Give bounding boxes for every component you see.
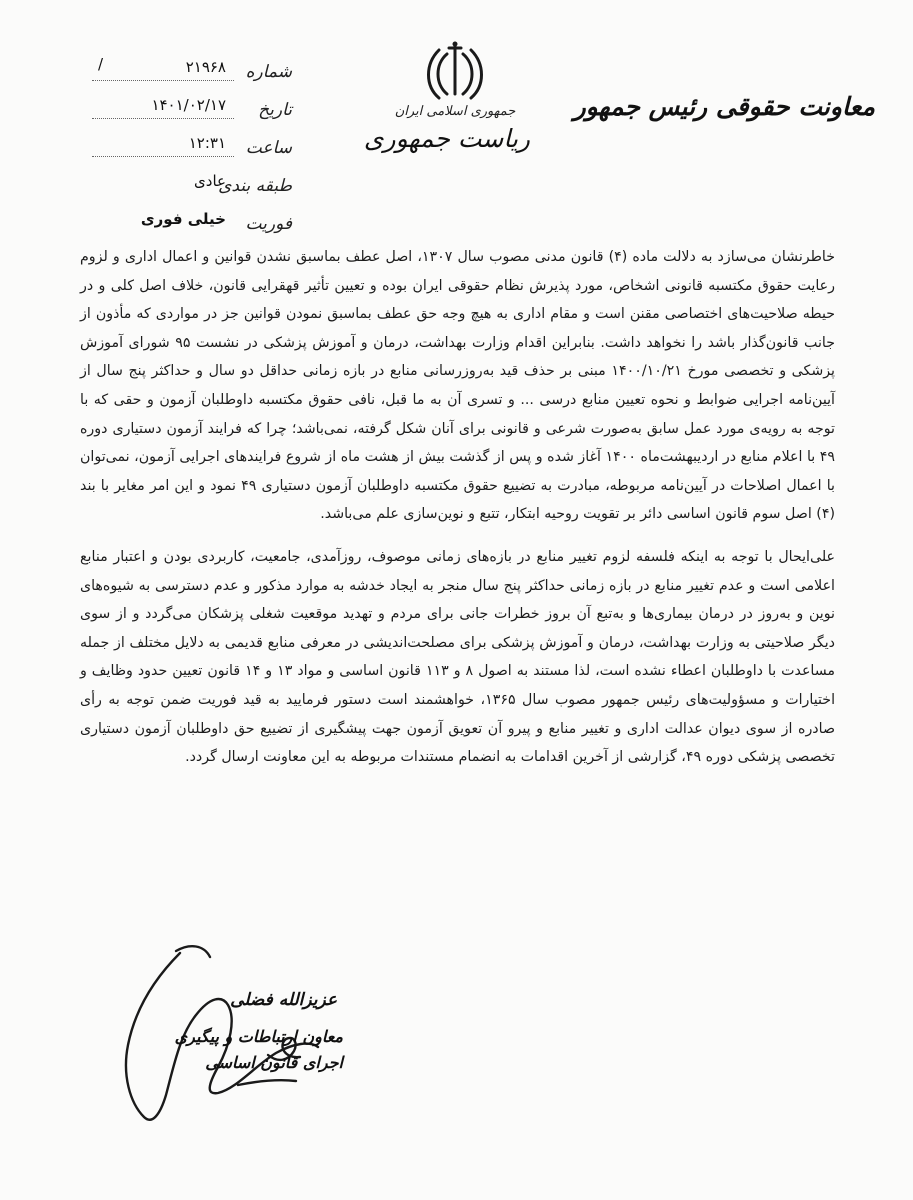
number-dotted-line — [92, 80, 234, 81]
date-dotted-line — [92, 118, 234, 119]
signer-block — [153, 990, 343, 1076]
number-label: شماره — [245, 62, 292, 82]
number-slash: / — [98, 55, 104, 73]
meta-urgency-row — [92, 204, 292, 242]
time-dotted-line — [92, 156, 234, 157]
signer-title-line-2: اجرای قانون اساسی — [205, 1053, 343, 1072]
time-label: ساعت — [245, 138, 292, 158]
letter-body — [80, 243, 835, 772]
signer-name: عزیزالله فضلی — [230, 990, 337, 1010]
signer-title-line-1: معاون ارتباطات و پیگیری — [174, 1027, 343, 1046]
letter-meta — [92, 52, 292, 242]
office-title: معاونت حقوقی رئیس جمهور — [573, 92, 875, 121]
iran-emblem-icon — [425, 40, 485, 102]
date-label: تاریخ — [258, 100, 292, 120]
meta-number-row — [92, 52, 292, 90]
time-value: ۱۲:۳۱ — [188, 134, 226, 152]
meta-date-row — [92, 90, 292, 128]
urgency-value: خیلی فوری — [140, 210, 226, 228]
number-value: ۲۱۹۶۸ — [185, 58, 226, 76]
meta-classification-row — [92, 166, 292, 204]
date-value: ۱۴۰۱/۰۲/۱۷ — [151, 96, 226, 114]
republic-caption: جمهوری اسلامی ایران — [394, 104, 516, 119]
classification-value: عادی — [194, 172, 226, 190]
body-paragraph-1: خاطرنشان می‌سازد به دلالت ماده (۴) قانون مدنی مصوب سال ۱۳۰۷، اصل عطف بماسبق نشدن قوانین و اعمال اداری و لزوم رعایت حقوق مکتسبه قانونی اشخاص، مورد پذیرش نظام حقوقی ایران بوده و تعیین تأثیر قهقرایی قانون، خلاف اصل کلی و در حیطه صلاحیت‌های اختصاصی مقنن است و مقام اداری به هیچ وجه حق عطف بماسبق نمودن قوانین جز در مواردی که مأذون از جانب قانون‌گذار باشد را نخواهد داشت. بنابراین اقدام وزارت بهداشت، درمان و آموزش پزشکی در نشست ۹۵ شورای آموزش پزشکی و تخصصی مورخ ۱۴۰۰/۱۰/۲۱ مبنی بر حذف قید به‌روزرسانی منابع در بازه زمانی حداقل دو سال و حداکثر پنج سال از آیین‌نامه اجرایی ضوابط و نحوه تعیین منابع درسی ... و تسری آن به ما قبل، نافی حقوق مکتسبه داوطلبان آزمون و حقی که با توجه به رویه‌ی مورد عمل سابق به‌صورت شرعی و قانونی برای آنان شکل گرفته، نمی‌باشد؛ چرا که فرایند آزمون دستیاری دوره ۴۹ با اعلام منابع در اردیبهشت‌ماه ۱۴۰۰ آغاز شده و پس از گذشت بیش از هشت ماه از شروع فرایندهای اجرایی آزمون، نمی‌توان با اعمال اصلاحات در آیین‌نامه مربوطه، مبادرت به تضییع حقوق مکتسبه داوطلبان آزمون دستیاری ۴۹ نمود و این امر مغایر با بند (۴) اصل سوم قانون اساسی دائر بر تقویت روحیه ابتکار، تتبع و نوین‌سازی علم می‌باشد. — [80, 249, 836, 523]
urgency-label: فوریت — [245, 214, 292, 234]
letterhead-emblem-block — [363, 40, 530, 170]
body-paragraph-2: علی‌ایحال با توجه به اینکه فلسفه لزوم تغییر منابع در بازه‌های زمانی موصوف، روزآمدی، جامعیت، کاربردی بودن و اعتبار منابع اعلامی است و عدم تغییر منابع در بازه زمانی حداکثر پنج سال منجر به ایجاد خدشه به موارد مذکور و عدم دسترسی به شیوه‌های نوین و به‌روز در درمان بیماری‌ها و به‌تبع آن بروز خطرات جانی برای مردم و تهدید موقعیت شغلی پزشکان می‌گردد و از سوی دیگر صلاحیتی به وزارت بهداشت، درمان و آموزش پزشکی برای مصلحت‌اندیشی در معرفی منابع قدیمی به دلایل مختلف از جمله مساعدت با داوطلبان اعطاء نشده است، لذا مستند به اصول ۸ و ۱۱۳ قانون اساسی و مواد ۱۳ و ۱۴ قانون تعیین حدود وظایف و اختیارات و مسؤولیت‌های رئیس جمهور مصوب سال ۱۳۶۵، خواهشمند است دستور فرمایید به قید فوریت ضمن توجه به رأی صادره از سوی دیوان عدالت اداری و تغییر منابع و پیرو آن تعویق آزمون جهت پیشگیری از تضییع حق داوطلبان آزمون دستیاری تخصصی پزشکی دوره ۴۹، گزارشی از آخرین اقدامات به انضمام مستندات مربوطه به این معاونت ارسال گردد. — [80, 548, 836, 766]
meta-time-row — [92, 128, 292, 166]
classification-label: طبقه بندی — [218, 176, 292, 196]
presidency-caption: ریاست جمهوری — [363, 124, 530, 153]
